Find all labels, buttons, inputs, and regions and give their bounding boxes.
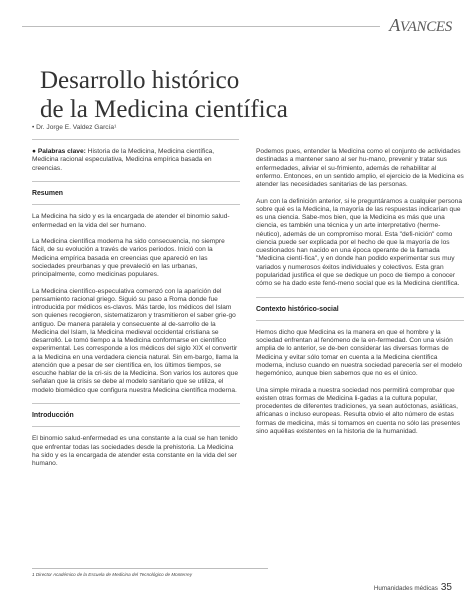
left-column bbox=[32, 148, 240, 477]
intro-rule bbox=[32, 426, 240, 427]
author-rule bbox=[32, 139, 239, 140]
header-rule bbox=[22, 26, 380, 27]
intro-rule-top bbox=[32, 403, 240, 404]
resumen-paragraph-3: La Medicina científico-especulativa comenzó con la aparición del pensamiento racional griego. Siguió su paso a Roma donde fue introducida por médicos es-clavos. Más tarde, los médicos del Islam son quienes recogieron, sistematizaron y trasmitieron el saber grie-go antiguo. De manera paralela y consecuente al de-sarrollo de la Medicina del Islam, la Medicina medieval occidental cristiana se desarrolló. Le tomó tiempo a la Medicina conformarse en científico experimental. Les corresponde a los médicos del siglo XIX el convertir a la Medicina en una verdadera ciencia natural. Sin em-bargo, llama la atención que a pesar de ser científica en, los últimos tiempos, se escuche hablar de la cri-sis de la Medicina. Son varios los autores que señalan que la crisis se debe al modelo sanitario que se utiliza, el modelo biomédico que configura nuestra Medicina científica moderna. bbox=[32, 287, 239, 394]
right-paragraph-2: Aun con la definición anterior, si le preguntáramos a cualquier persona sobre qué es la Medicina, la mayoría de las respuestas indicarían que es una ciencia. Sabe-mos bien, que la Medicina es más que una ciencia, es también una técnica y un arte interpretativo (herme-néutico), además de un compromiso moral. Esta "defi-nición" como ciencia puede ser explicada por el hecho de que la mayoría de los cuestionados han nacido en una época operante de la llamada "Medicina cientí-fica", y en donde han podido experimentar sus muy variados y numerosos éxitos individuales y colectivos. Esta gran popularidad justifica el que se dedique un poco de tiempo a conocer cómo se ha dado este fenó-meno social que es la Medicina científica. bbox=[256, 197, 462, 287]
resumen-rule bbox=[32, 204, 240, 205]
title-line-1: Desarrollo histórico bbox=[40, 67, 240, 94]
title-line-2: de la Medicina científica bbox=[40, 96, 288, 123]
keywords-text: Historia de la Medicina, Medicina científica, Medicina racional especulativa, Medicina empírica basada en creencias. bbox=[32, 148, 215, 172]
footnote: 1 Director Académico de la Escuela de Medicina del Tecnológico de Monterrey bbox=[32, 572, 193, 577]
section-tag-lead: A bbox=[389, 15, 400, 35]
section-tag bbox=[389, 15, 452, 36]
context-rule bbox=[256, 320, 464, 321]
intro-heading: Introducción bbox=[32, 412, 74, 419]
right-paragraph-1: Podemos pues, entender la Medicina como el conjunto de actividades destinadas a mantener sano al ser hu-mano, prevenir y tratar sus enfermedades, aliviar el su-frimiento, además de rehabilitar al enfermo. Entonces, en un sentido amplio, el ejercicio de la Medicina es atender las necesidades sanitarias de las personas. bbox=[256, 148, 464, 188]
author-line: • Dr. Jorge E. Valdez García¹ bbox=[32, 124, 117, 131]
context-heading: Contexto histórico-social bbox=[256, 305, 339, 313]
right-paragraph-3: Hemos dicho que Medicina es la manera en que el hombre y la sociedad enfrentan al fenómeno de la en-fermedad. Con una visión amplia de lo anterior, se de-ben considerar las diversas formas de Medicina y evitar sólo tomar en cuenta a la Medicina científica moderna, incluso cuando en nuestra sociedad parecería ser el modelo hegemónico, aunque bien sabemos que no es el único. bbox=[256, 328, 462, 377]
keywords-label: ● Palabras clave: bbox=[32, 148, 86, 155]
journal-name: Humanidades médicas bbox=[373, 585, 438, 592]
right-paragraph-4: Una simple mirada a nuestra sociedad nos permitirá comprobar que existen otras formas de Medicina li-gadas a la cultura popular, procedentes de diferentes tradiciones, ya sean autóctonas, asiáticas, africanas o incluso europeas. Resulta obvio el alto número de estas formas de medicina, más si tomamos en cuenta no sólo las presentes sino aquéllas existentes en la historia de la humanidad. bbox=[256, 386, 461, 435]
keywords bbox=[32, 148, 240, 173]
resumen-paragraph-2: La Medicina científica moderna ha sido consecuencia, no siempre fácil, de su evolución a través de varios periodos. Inició con la Medicina empírica basada en creencias que apareció en las sociedades preurbanas y que prevaleció en las urbanas, principalmente, como medicinas populares. bbox=[32, 238, 225, 278]
section-tag-rest: VANCES bbox=[399, 19, 452, 35]
context-rule-top bbox=[256, 297, 464, 298]
page-footer bbox=[374, 582, 452, 593]
resumen-paragraph-1: La Medicina ha sido y es la encargada de atender el binomio salud-enfermedad en la vida del ser humano. bbox=[32, 213, 230, 229]
intro-paragraph-1: El binomio salud-enfermedad es una constante a la cual se han tenido que enfrentar todas las sociedades desde la prehistoria. La Medicina ha sido y es la encargada de atender esta constante en la vida del ser humano. bbox=[32, 435, 238, 467]
article-title bbox=[40, 66, 288, 124]
right-column bbox=[256, 148, 464, 444]
page-number: 35 bbox=[440, 582, 452, 593]
resumen-heading: Resumen bbox=[32, 190, 64, 197]
footnote-rule bbox=[32, 568, 268, 569]
keywords-rule bbox=[32, 181, 240, 182]
